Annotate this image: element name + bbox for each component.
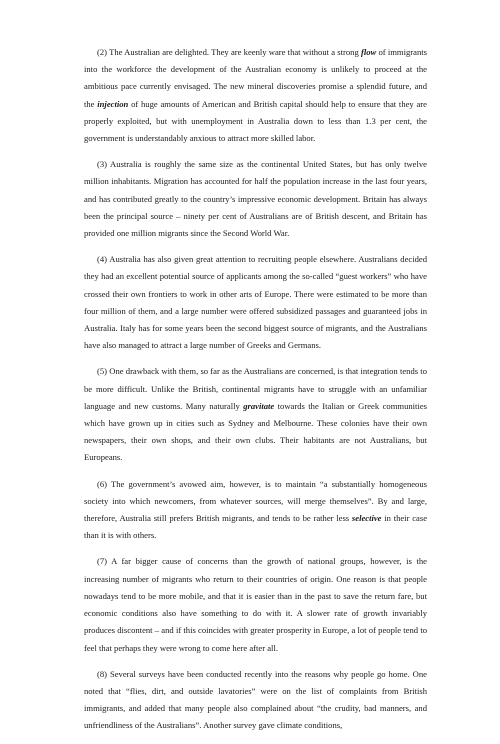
paragraph-text: (6) The government’s avowed aim, however, is to maintain “a substantially homogeneous society into which newcomers, from whatever sources, will merge themselves”. By and large, therefore, Australia still prefers British migrants, and tends to be rather less (84, 478, 427, 524)
document-page (84, 44, 427, 744)
keyword-flow: flow (360, 47, 377, 57)
paragraph-text: (7) A far bigger cause of concerns than the growth of national groups, however, is the increasing number of migrants who return to their countries of origin. One reason is that people nowadays tend to be more mobile, and that it is easier than in the past to save the return fare, but economic conditions also have something to do with it. A slower rate of growth invariably produces discontent – and if this coincides with greater prosperity in Europe, a lot of people tend to feel that perhaps they were wrong to come here after all. (84, 556, 427, 653)
paragraph-text: in their case than it is with others. (84, 513, 428, 541)
paragraph-2 (84, 44, 427, 147)
paragraph-6 (84, 476, 427, 545)
paragraph-text: of immigrants into the workforce the development of the Australian economy is unlikely to proceed at the ambitious pace currently envisaged. The new mineral discoveries promise a splendid future, and the (84, 47, 427, 109)
keyword-selective: selective (351, 513, 382, 524)
paragraph-text: (8) Several surveys have been conducted recently into the reasons why people go home. One noted that “flies, dirt, and outside lavatories” were on the list of complaints from British immigrants, and added that many people also complained about “the crudity, bad manners, and unfriendliness of the Australians”. Another survey gave climate conditions, (84, 668, 427, 731)
paragraph-8 (84, 666, 427, 735)
paragraph-text: (2) The Australian are delighted. They are keenly ware that without a strong (97, 47, 361, 57)
paragraph-text: towards the Italian or Greek communities which have grown up in cities such as Sydney and Melbourne. These colonies have their own newspapers, their own shops, and their own clubs. Their habitants are not Australians, but Europeans. (84, 400, 427, 463)
paragraph-text: (5) One drawback with them, so far as the Australians are concerned, is that integration tends to be more difficult. Unlike the British, continental migrants have to struggle with an unfamiliar language and new customs. Many naturally (84, 366, 427, 411)
paragraph-5 (84, 363, 427, 466)
paragraph-text: of huge amounts of American and British capital should help to ensure that they are properly exploited, but with unemployment in Australia down to less than 1.3 per cent, the government is understandably anxious to attract more skilled labor. (84, 98, 427, 144)
paragraph-3 (84, 156, 427, 242)
paragraph-text: (4) Australia has also given great attention to recruiting people elsewhere. Australians decided they had an excellent potential source of applicants among the so-called “guest workers” who have crossed their own frontiers to work in other arts of Europe. There were estimated to be more than four million of them, and a large number were offered subsidized passages and guaranteed jobs in Australia. Italy has for some years been the second biggest source of migrants, and the Australians have also managed to attract a large number of Greeks and Germans. (84, 254, 427, 351)
paragraph-text: (3) Australia is roughly the same size as the continental United States, but has only twelve million inhabitants. Migration has accounted for half the population increase in the last four years, and has contributed greatly to the country’s impressive economic development. Britain has always been the principal source – ninety per cent of Australians are of British descent, and Britain has provided one million migrants since the Second World War. (84, 159, 427, 239)
paragraph-4 (84, 251, 427, 354)
keyword-injection: injection (97, 98, 129, 109)
keyword-gravitate: gravitate (243, 400, 275, 411)
paragraph-7 (84, 553, 427, 656)
